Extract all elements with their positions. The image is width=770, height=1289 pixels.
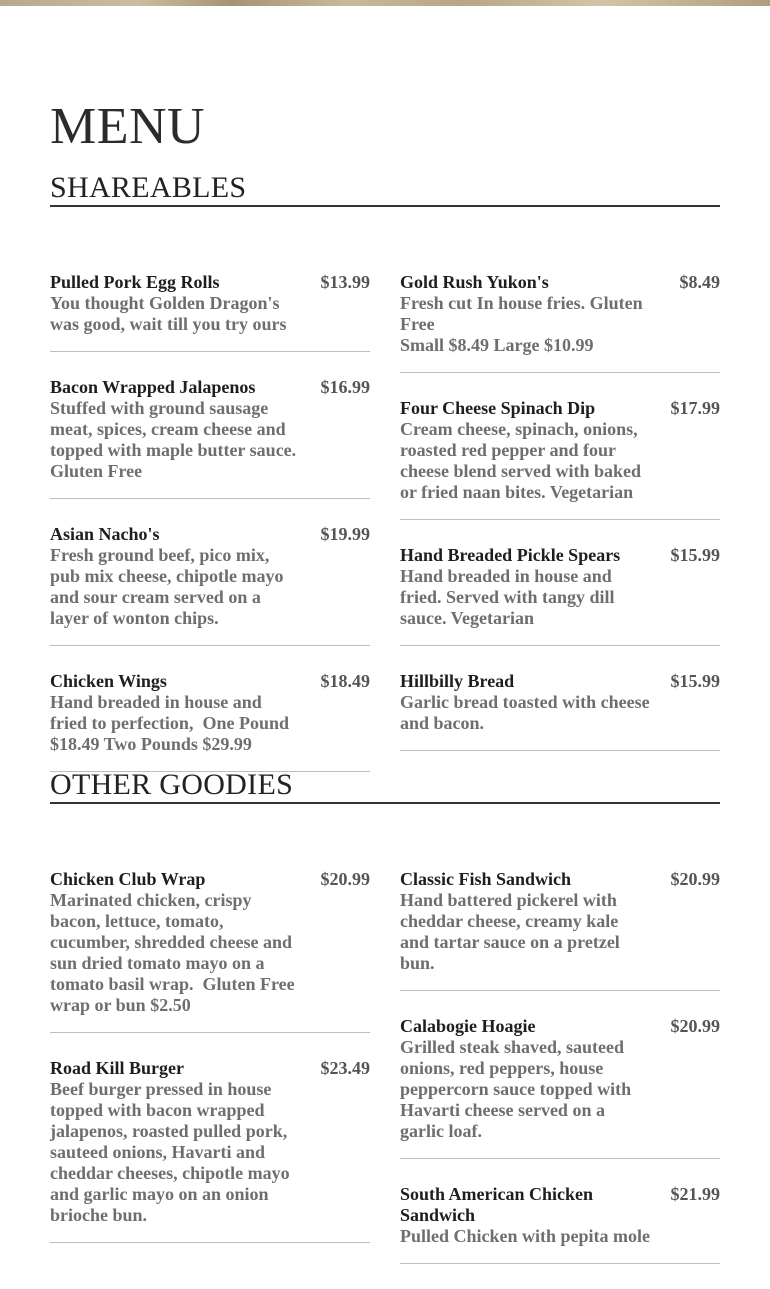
item-description: Grilled steak shaved, sauteed onions, red peppers, house peppercorn sauce topped with Havarti cheese served on a garlic loaf. (400, 1037, 636, 1141)
item-price: $16.99 (320, 377, 370, 397)
item-price: $20.99 (670, 1016, 720, 1036)
item-name: Classic Fish Sandwich (400, 869, 572, 889)
item-price: $8.49 (679, 272, 720, 292)
item-price: $20.99 (670, 869, 720, 889)
item-description: Beef burger pressed in house topped with bacon wrapped jalapenos, roasted pulled pork, sauteed onions, Havarti and cheddar cheeses, chipotle mayo and garlic mayo on an onion brioche bun. (50, 1079, 295, 1225)
item-name: Hillbilly Bread (400, 671, 515, 691)
item-price: $15.99 (670, 671, 720, 691)
item-name: Road Kill Burger (50, 1058, 184, 1078)
item-name: Hand Breaded Pickle Spears (400, 545, 621, 565)
item-price: $23.49 (320, 1058, 370, 1078)
item-description: Stuffed with ground sausage meat, spices, cream cheese and topped with maple butter sauce. Gluten Free (50, 398, 301, 481)
item-description: You thought Golden Dragon's was good, wait till you try ours (50, 293, 287, 334)
menu-item[interactable] (400, 671, 720, 751)
other-goodies-grid (50, 869, 720, 1289)
item-price: $20.99 (320, 869, 370, 889)
menu-item[interactable] (400, 398, 720, 520)
item-name: Asian Nacho's (50, 524, 160, 544)
menu-item[interactable] (50, 524, 370, 646)
item-description: Hand breaded in house and fried. Served with tangy dill sauce. Vegetarian (400, 566, 619, 628)
other-goodies-right-column (400, 869, 720, 1289)
page-title: MENU (50, 98, 206, 155)
item-description: Fresh cut In house fries. Gluten Free Small $8.49 Large $10.99 (400, 293, 643, 355)
menu-item[interactable] (50, 671, 370, 772)
item-description: Fresh ground beef, pico mix, pub mix cheese, chipotle mayo and sour cream served on a layer of wonton chips. (50, 545, 288, 628)
menu-item[interactable] (50, 1058, 370, 1243)
menu-item[interactable] (50, 272, 370, 352)
menu-item[interactable] (400, 272, 720, 373)
item-name: Pulled Pork Egg Rolls (50, 272, 220, 292)
item-price: $19.99 (320, 524, 370, 544)
item-price: $21.99 (670, 1184, 720, 1204)
section-heading-shareables: SHAREABLES (50, 171, 720, 207)
shareables-right-column (400, 272, 720, 797)
item-name: South American Chicken Sandwich (400, 1184, 594, 1225)
item-price: $17.99 (670, 398, 720, 418)
menu-item[interactable] (50, 869, 370, 1033)
item-name: Chicken Wings (50, 671, 167, 691)
header-image-strip (0, 0, 770, 6)
item-description: Hand battered pickerel with cheddar cheese, creamy kale and tartar sauce on a pretzel bun. (400, 890, 625, 973)
menu-item[interactable] (400, 869, 720, 991)
menu-item[interactable] (50, 377, 370, 499)
shareables-left-column (50, 272, 370, 797)
section-heading-other-goodies: OTHER GOODIES (50, 768, 720, 804)
item-price: $13.99 (320, 272, 370, 292)
item-name: Four Cheese Spinach Dip (400, 398, 596, 418)
item-name: Calabogie Hoagie (400, 1016, 536, 1036)
item-name: Gold Rush Yukon's (400, 272, 549, 292)
item-name: Chicken Club Wrap (50, 869, 206, 889)
item-price: $18.49 (320, 671, 370, 691)
item-name: Bacon Wrapped Jalapenos (50, 377, 256, 397)
item-description: Pulled Chicken with pepita mole (400, 1226, 651, 1246)
item-description: Garlic bread toasted with cheese and bacon. (400, 692, 655, 733)
item-price: $15.99 (670, 545, 720, 565)
menu-item[interactable] (400, 1184, 720, 1264)
item-description: Hand breaded in house and fried to perfection, One Pound $18.49 Two Pounds $29.99 (50, 692, 298, 754)
other-goodies-left-column (50, 869, 370, 1289)
shareables-grid (50, 272, 720, 797)
item-description: Cream cheese, spinach, onions, roasted red pepper and four cheese blend served with baked or fried naan bites. Vegetarian (400, 419, 646, 502)
menu-item[interactable] (400, 545, 720, 646)
menu-item[interactable] (400, 1016, 720, 1159)
item-description: Marinated chicken, crispy bacon, lettuce, tomato, cucumber, shredded cheese and sun dried tomato mayo on a tomato basil wrap. Gluten Free wrap or bun $2.50 (50, 890, 300, 1015)
